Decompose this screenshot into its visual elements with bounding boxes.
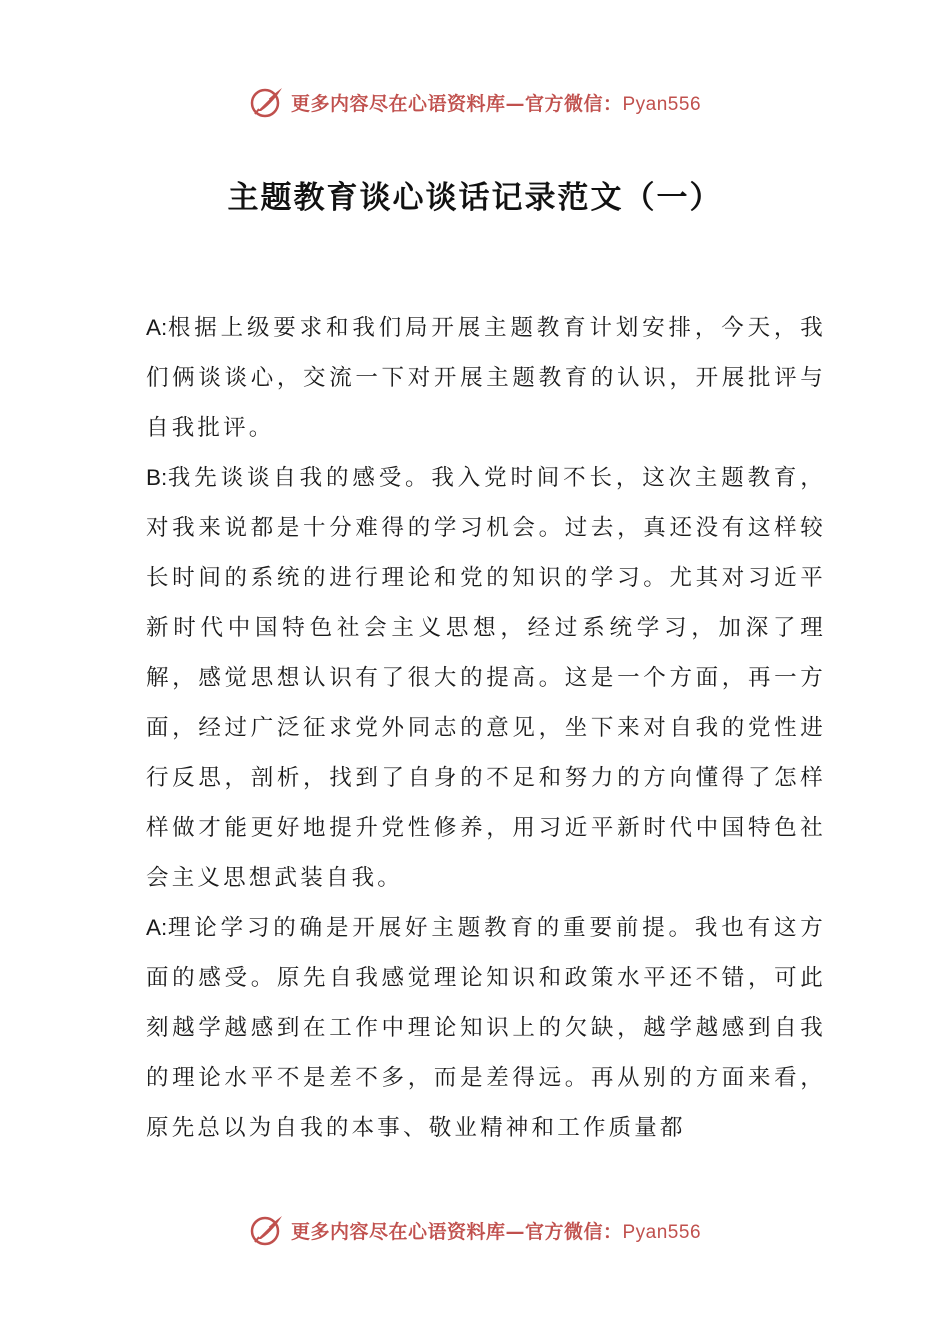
header-wechat-id: Pyan556 xyxy=(622,93,702,115)
header-banner-label: 更多内容尽在心语资料库—官方微信： xyxy=(290,92,623,115)
paragraph-text: 我先谈谈自我的感受。我入党时间不长，这次主题教育，对我来说都是十分难得的学习机会。过去，真还没有这样较长时间的系统的进行理论和党的知识的学习。尤其对习近平新时代中国特色社会主义思想，经过系统学习，加深了理解，感觉思想认识有了很大的提高。这是一个方面，再一方面，经过广泛征求党外同志的意见，坐下来对自我的党性进行反思，剖析，找到了自身的不足和努力的方向懂得了怎样样做才能更好地提升党性修养，用习近平新时代中国特色社会主义思想武装自我。 xyxy=(146,465,826,891)
document-body xyxy=(146,303,826,1153)
document-title: 主题教育谈心谈话记录范文（一） xyxy=(227,180,723,216)
speaker-label: A: xyxy=(146,915,168,940)
quill-logo-icon xyxy=(249,1212,285,1248)
paragraph-text: 根据上级要求和我们局开展主题教育计划安排，今天，我们俩谈谈心，交流一下对开展主题教育的认识，开展批评与自我批评。 xyxy=(146,315,826,441)
dialogue-paragraph xyxy=(146,453,826,903)
footer-wechat-id: Pyan556 xyxy=(622,1221,702,1243)
dialogue-paragraph xyxy=(146,303,826,453)
header-banner-text xyxy=(291,89,701,116)
speaker-label: A: xyxy=(146,315,168,340)
dialogue-paragraph xyxy=(146,903,826,1153)
footer-banner-label: 更多内容尽在心语资料库—官方微信： xyxy=(290,1220,623,1243)
footer-banner xyxy=(0,1210,950,1250)
footer-banner-text xyxy=(291,1217,701,1244)
speaker-label: B: xyxy=(146,465,168,490)
header-banner-content xyxy=(249,84,701,120)
quill-logo-icon xyxy=(249,84,285,120)
paragraph-text: 理论学习的确是开展好主题教育的重要前提。我也有这方面的感受。原先自我感觉理论知识和政策水平还不错，可此刻越学越感到在工作中理论知识上的欠缺，越学越感到自我的理论水平不是差不多，而是差得远。再从别的方面来看，原先总以为自我的本事、敬业精神和工作质量都 xyxy=(146,915,826,1141)
header-banner xyxy=(0,82,950,122)
footer-banner-content xyxy=(249,1212,701,1248)
